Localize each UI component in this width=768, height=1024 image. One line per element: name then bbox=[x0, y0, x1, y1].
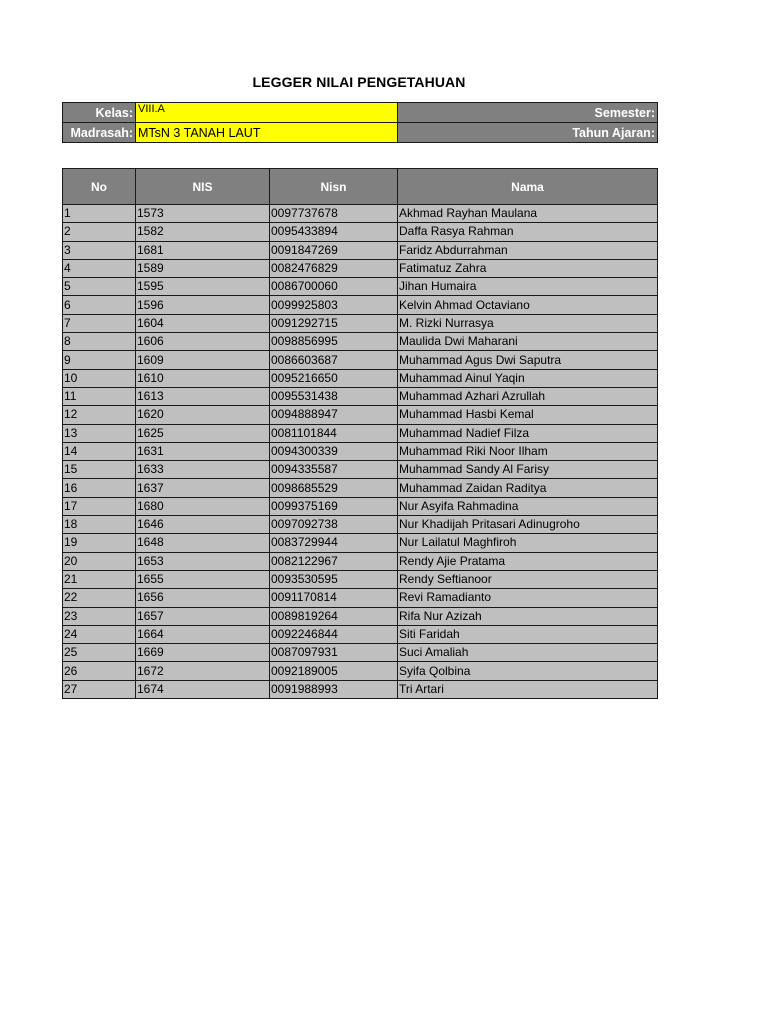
cell-nis[interactable]: 1625 bbox=[136, 424, 270, 442]
cell-no[interactable]: 14 bbox=[63, 442, 136, 460]
cell-nis[interactable]: 1595 bbox=[136, 278, 270, 296]
cell-nama[interactable]: Syifa Qolbina bbox=[398, 662, 658, 680]
cell-nis[interactable]: 1669 bbox=[136, 644, 270, 662]
cell-nisn[interactable]: 0094300339 bbox=[270, 442, 398, 460]
cell-nisn[interactable]: 0086700060 bbox=[270, 278, 398, 296]
cell-no[interactable]: 16 bbox=[63, 479, 136, 497]
table-row bbox=[63, 625, 658, 643]
cell-nisn[interactable]: 0094888947 bbox=[270, 406, 398, 424]
cell-nisn[interactable]: 0091170814 bbox=[270, 589, 398, 607]
table-row bbox=[63, 461, 658, 479]
table-row bbox=[63, 644, 658, 662]
cell-no[interactable]: 17 bbox=[63, 497, 136, 515]
info-row-kelas bbox=[63, 103, 658, 123]
cell-nisn[interactable]: 0081101844 bbox=[270, 424, 398, 442]
cell-nama[interactable]: Suci Amaliah bbox=[398, 644, 658, 662]
page-title: LEGGER NILAI PENGETAHUAN bbox=[252, 74, 466, 90]
cell-nis[interactable]: 1672 bbox=[136, 662, 270, 680]
cell-nama[interactable]: Fatimatuz Zahra bbox=[398, 259, 658, 277]
table-row bbox=[63, 296, 658, 314]
cell-nisn[interactable]: 0098856995 bbox=[270, 333, 398, 351]
cell-nama[interactable]: Tri Artari bbox=[398, 680, 658, 698]
tahun-ajaran-label: Tahun Ajaran: bbox=[398, 123, 658, 143]
cell-nis[interactable]: 1646 bbox=[136, 516, 270, 534]
cell-nisn[interactable]: 0091847269 bbox=[270, 241, 398, 259]
cell-no[interactable]: 22 bbox=[63, 589, 136, 607]
cell-nisn[interactable]: 0087097931 bbox=[270, 644, 398, 662]
cell-no[interactable]: 13 bbox=[63, 424, 136, 442]
cell-nama[interactable]: Akhmad Rayhan Maulana bbox=[398, 205, 658, 223]
cell-nama[interactable]: Muhammad Zaidan Raditya bbox=[398, 479, 658, 497]
cell-nis[interactable]: 1633 bbox=[136, 461, 270, 479]
table-row bbox=[63, 424, 658, 442]
cell-nis[interactable]: 1674 bbox=[136, 680, 270, 698]
cell-nisn[interactable]: 0089819264 bbox=[270, 607, 398, 625]
cell-nama[interactable]: Muhammad Agus Dwi Saputra bbox=[398, 351, 658, 369]
table-row bbox=[63, 259, 658, 277]
cell-nama[interactable]: Muhammad Nadief Filza bbox=[398, 424, 658, 442]
cell-nis[interactable]: 1604 bbox=[136, 314, 270, 332]
cell-no[interactable]: 10 bbox=[63, 369, 136, 387]
cell-nis[interactable]: 1610 bbox=[136, 369, 270, 387]
kelas-value[interactable]: VIII.A bbox=[136, 103, 398, 123]
cell-no[interactable]: 7 bbox=[63, 314, 136, 332]
cell-no[interactable]: 11 bbox=[63, 387, 136, 405]
table-row bbox=[63, 369, 658, 387]
cell-nisn[interactable]: 0083729944 bbox=[270, 534, 398, 552]
cell-nama[interactable]: Siti Faridah bbox=[398, 625, 658, 643]
cell-no[interactable]: 6 bbox=[63, 296, 136, 314]
cell-no[interactable]: 18 bbox=[63, 516, 136, 534]
cell-nis[interactable]: 1596 bbox=[136, 296, 270, 314]
cell-nis[interactable]: 1657 bbox=[136, 607, 270, 625]
cell-nis[interactable]: 1589 bbox=[136, 259, 270, 277]
cell-nis[interactable]: 1656 bbox=[136, 589, 270, 607]
cell-nisn[interactable]: 0095216650 bbox=[270, 369, 398, 387]
cell-nisn[interactable]: 0086603687 bbox=[270, 351, 398, 369]
cell-no[interactable]: 4 bbox=[63, 259, 136, 277]
table-row bbox=[63, 387, 658, 405]
cell-nisn[interactable]: 0094335587 bbox=[270, 461, 398, 479]
cell-nama[interactable]: Muhammad Hasbi Kemal bbox=[398, 406, 658, 424]
cell-nis[interactable]: 1609 bbox=[136, 351, 270, 369]
cell-no[interactable]: 23 bbox=[63, 607, 136, 625]
table-row bbox=[63, 552, 658, 570]
cell-nis[interactable]: 1620 bbox=[136, 406, 270, 424]
cell-nama[interactable]: Revi Ramadianto bbox=[398, 589, 658, 607]
table-row bbox=[63, 205, 658, 223]
cell-nama[interactable]: Maulida Dwi Maharani bbox=[398, 333, 658, 351]
table-row bbox=[63, 351, 658, 369]
cell-nisn[interactable]: 0097092738 bbox=[270, 516, 398, 534]
cell-nisn[interactable]: 0099925803 bbox=[270, 296, 398, 314]
cell-nis[interactable]: 1664 bbox=[136, 625, 270, 643]
cell-no[interactable]: 5 bbox=[63, 278, 136, 296]
cell-nama[interactable]: Muhammad Riki Noor Ilham bbox=[398, 442, 658, 460]
cell-no[interactable]: 2 bbox=[63, 223, 136, 241]
cell-nis[interactable]: 1680 bbox=[136, 497, 270, 515]
cell-no[interactable]: 25 bbox=[63, 644, 136, 662]
cell-nis[interactable]: 1655 bbox=[136, 570, 270, 588]
cell-no[interactable]: 26 bbox=[63, 662, 136, 680]
cell-nis[interactable]: 1637 bbox=[136, 479, 270, 497]
cell-nis[interactable]: 1653 bbox=[136, 552, 270, 570]
cell-no[interactable]: 12 bbox=[63, 406, 136, 424]
cell-nisn[interactable]: 0093530595 bbox=[270, 570, 398, 588]
cell-nisn[interactable]: 0092246844 bbox=[270, 625, 398, 643]
cell-nis[interactable]: 1648 bbox=[136, 534, 270, 552]
table-row bbox=[63, 241, 658, 259]
cell-nisn[interactable]: 0082476829 bbox=[270, 259, 398, 277]
table-row bbox=[63, 278, 658, 296]
table-row bbox=[63, 570, 658, 588]
table-row bbox=[63, 333, 658, 351]
info-row-madrasah bbox=[63, 123, 658, 143]
cell-nisn[interactable]: 0095433894 bbox=[270, 223, 398, 241]
cell-no[interactable]: 3 bbox=[63, 241, 136, 259]
cell-nama[interactable]: M. Rizki Nurrasya bbox=[398, 314, 658, 332]
cell-nisn[interactable]: 0098685529 bbox=[270, 479, 398, 497]
cell-no[interactable]: 1 bbox=[63, 205, 136, 223]
table-row bbox=[63, 223, 658, 241]
header-no: No bbox=[63, 169, 136, 205]
cell-nis[interactable]: 1582 bbox=[136, 223, 270, 241]
cell-nama[interactable]: Nur Khadijah Pritasari Adinugroho bbox=[398, 516, 658, 534]
cell-no[interactable]: 20 bbox=[63, 552, 136, 570]
cell-no[interactable]: 8 bbox=[63, 333, 136, 351]
cell-nis[interactable]: 1613 bbox=[136, 387, 270, 405]
table-row bbox=[63, 479, 658, 497]
info-table bbox=[62, 102, 658, 143]
cell-nama[interactable]: Rifa Nur Azizah bbox=[398, 607, 658, 625]
student-table bbox=[62, 168, 658, 699]
table-row bbox=[63, 589, 658, 607]
header-nis: NIS bbox=[136, 169, 270, 205]
cell-no[interactable]: 9 bbox=[63, 351, 136, 369]
cell-no[interactable]: 19 bbox=[63, 534, 136, 552]
table-row bbox=[63, 497, 658, 515]
semester-label: Semester: bbox=[398, 103, 658, 123]
cell-no[interactable]: 15 bbox=[63, 461, 136, 479]
table-row bbox=[63, 662, 658, 680]
header-nisn: Nisn bbox=[270, 169, 398, 205]
table-row bbox=[63, 442, 658, 460]
table-row bbox=[63, 314, 658, 332]
cell-nis[interactable]: 1631 bbox=[136, 442, 270, 460]
cell-nis[interactable]: 1681 bbox=[136, 241, 270, 259]
cell-nis[interactable]: 1606 bbox=[136, 333, 270, 351]
table-row bbox=[63, 534, 658, 552]
cell-nisn[interactable]: 0091292715 bbox=[270, 314, 398, 332]
header-row bbox=[63, 169, 658, 205]
cell-nis[interactable]: 1573 bbox=[136, 205, 270, 223]
table-row bbox=[63, 516, 658, 534]
cell-nama[interactable]: Muhammad Sandy Al Farisy bbox=[398, 461, 658, 479]
cell-nama[interactable]: Jihan Humaira bbox=[398, 278, 658, 296]
cell-no[interactable]: 21 bbox=[63, 570, 136, 588]
cell-nama[interactable]: Muhammad Azhari Azrullah bbox=[398, 387, 658, 405]
cell-nama[interactable]: Rendy Seftianoor bbox=[398, 570, 658, 588]
madrasah-value[interactable]: MTsN 3 TANAH LAUT bbox=[136, 123, 398, 143]
table-row bbox=[63, 607, 658, 625]
cell-nisn[interactable]: 0091988993 bbox=[270, 680, 398, 698]
cell-no[interactable]: 24 bbox=[63, 625, 136, 643]
student-rows bbox=[63, 205, 658, 699]
cell-no[interactable]: 27 bbox=[63, 680, 136, 698]
cell-nisn[interactable]: 0097737678 bbox=[270, 205, 398, 223]
cell-nisn[interactable]: 0095531438 bbox=[270, 387, 398, 405]
madrasah-label: Madrasah: bbox=[63, 123, 136, 143]
table-row bbox=[63, 406, 658, 424]
cell-nisn[interactable]: 0092189005 bbox=[270, 662, 398, 680]
cell-nama[interactable]: Rendy Ajie Pratama bbox=[398, 552, 658, 570]
cell-nama[interactable]: Kelvin Ahmad Octaviano bbox=[398, 296, 658, 314]
kelas-label: Kelas: bbox=[63, 103, 136, 123]
cell-nisn[interactable]: 0082122967 bbox=[270, 552, 398, 570]
table-row bbox=[63, 680, 658, 698]
cell-nama[interactable]: Daffa Rasya Rahman bbox=[398, 223, 658, 241]
header-nama: Nama bbox=[398, 169, 658, 205]
cell-nama[interactable]: Muhammad Ainul Yaqin bbox=[398, 369, 658, 387]
cell-nisn[interactable]: 0099375169 bbox=[270, 497, 398, 515]
cell-nama[interactable]: Nur Lailatul Maghfiroh bbox=[398, 534, 658, 552]
cell-nama[interactable]: Faridz Abdurrahman bbox=[398, 241, 658, 259]
cell-nama[interactable]: Nur Asyifa Rahmadina bbox=[398, 497, 658, 515]
